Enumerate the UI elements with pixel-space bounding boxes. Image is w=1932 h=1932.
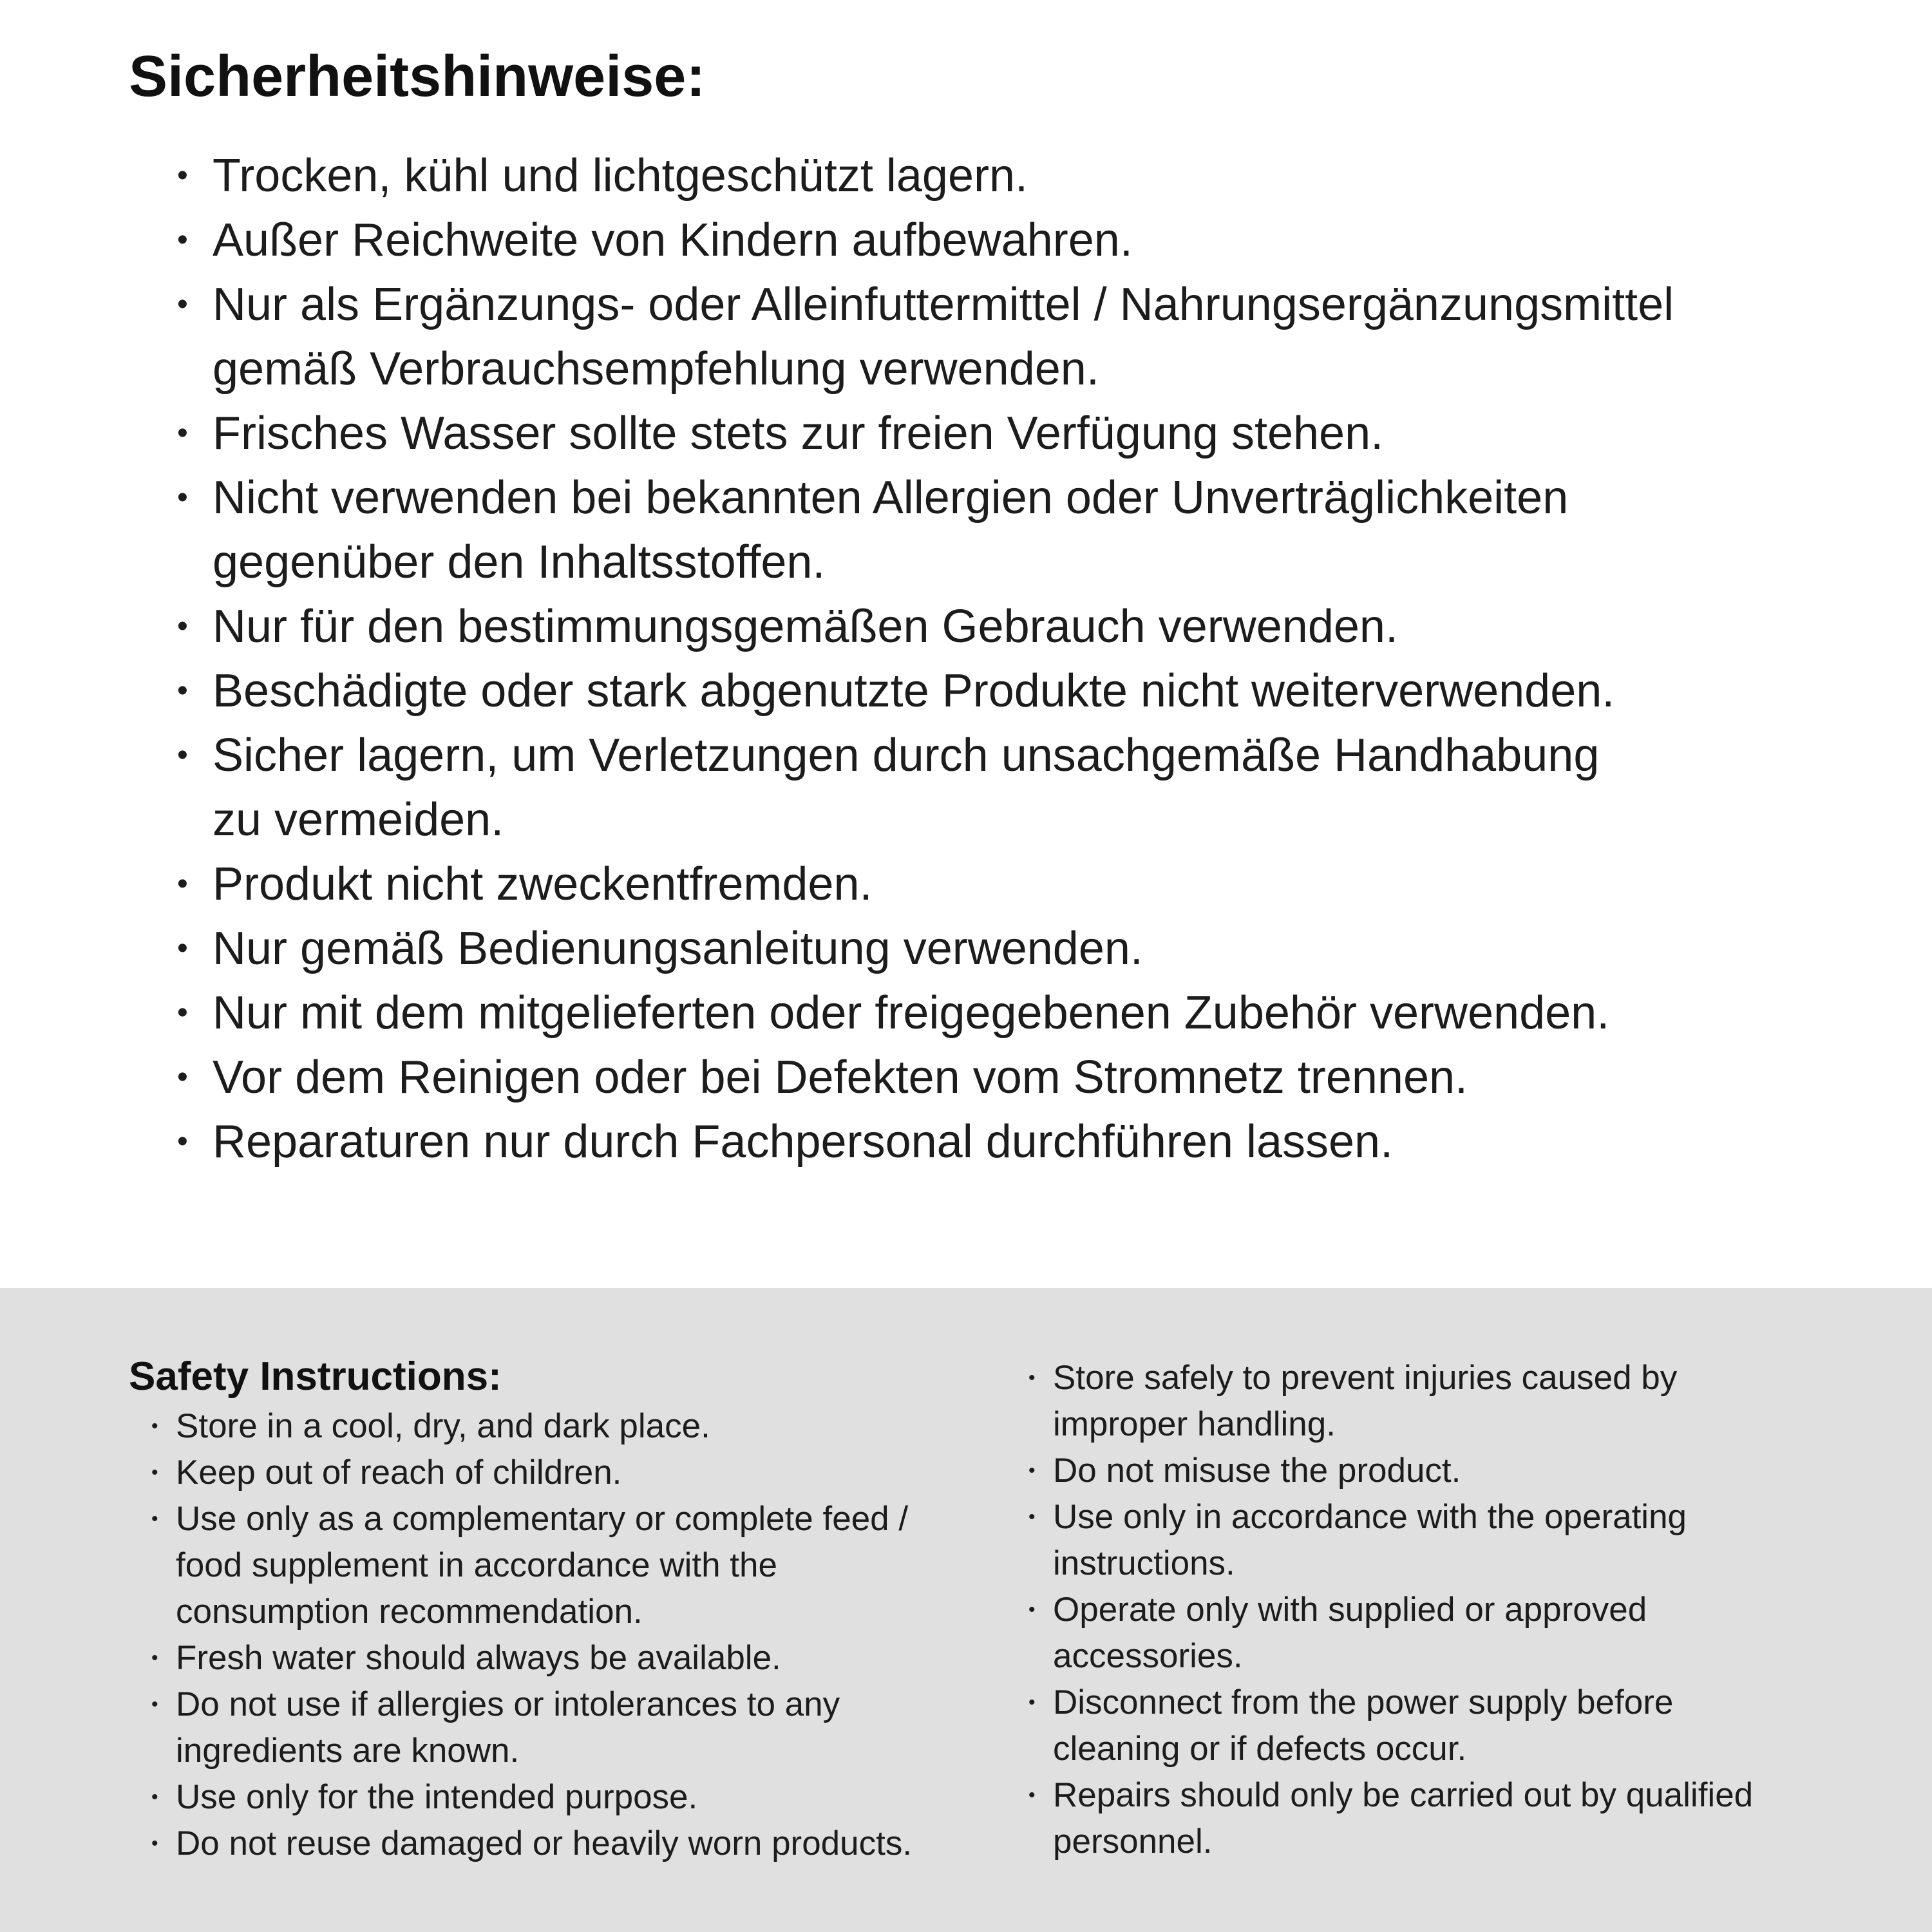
english-safety-item: • Use only for the intended purpose. bbox=[151, 1774, 1008, 1821]
english-safety-item: • Store in a cool, dry, and dark place. bbox=[151, 1403, 1008, 1450]
german-safety-item: • Trocken, kühl und lichtgeschützt lagern. bbox=[177, 144, 1884, 208]
english-section-band bbox=[0, 1288, 1932, 1932]
german-heading: Sicherheitshinweise: bbox=[129, 44, 706, 109]
german-safety-item: • Vor dem Reinigen oder bei Defekten vom Stromnetz trennen. bbox=[177, 1045, 1884, 1110]
german-safety-item: • Reparaturen nur durch Fachpersonal durchführen lassen. bbox=[177, 1110, 1884, 1174]
german-bullet-list bbox=[177, 144, 1884, 1174]
english-safety-item: • Do not reuse damaged or heavily worn products. bbox=[151, 1821, 1008, 1867]
german-safety-item: • Außer Reichweite von Kindern aufbewahren. bbox=[177, 208, 1884, 272]
german-safety-item: • Produkt nicht zweckentfremden. bbox=[177, 852, 1884, 916]
english-safety-item: • Do not use if allergies or intolerances to any ingredients are known. bbox=[151, 1681, 1008, 1774]
english-safety-item: • Store safely to prevent injuries caused by improper handling. bbox=[1028, 1355, 1904, 1448]
english-safety-item: • Fresh water should always be available. bbox=[151, 1635, 1008, 1681]
english-bullet-list-left bbox=[151, 1403, 1008, 1867]
english-safety-item: • Repairs should only be carried out by qualified personnel. bbox=[1028, 1772, 1904, 1865]
english-safety-item: • Use only as a complementary or complete feed / food supplement in accordance with the consumption recommendation. bbox=[151, 1496, 1008, 1635]
german-safety-item: • Beschädigte oder stark abgenutzte Produkte nicht weiterverwenden. bbox=[177, 659, 1884, 723]
german-safety-item: • Nur mit dem mitgelieferten oder freigegebenen Zubehör verwenden. bbox=[177, 981, 1884, 1045]
german-safety-item: • Nur gemäß Bedienungsanleitung verwenden. bbox=[177, 916, 1884, 981]
english-safety-item: • Use only in accordance with the operating instructions. bbox=[1028, 1494, 1904, 1587]
english-safety-item: • Operate only with supplied or approved accessories. bbox=[1028, 1587, 1904, 1680]
german-safety-item: • Nicht verwenden bei bekannten Allergien oder Unverträglichkeiten gegenüber den Inhaltsstoffen. bbox=[177, 466, 1884, 594]
english-safety-item: • Do not misuse the product. bbox=[1028, 1448, 1904, 1494]
german-safety-item: • Nur für den bestimmungsgemäßen Gebrauch verwenden. bbox=[177, 594, 1884, 659]
english-safety-item: • Disconnect from the power supply before cleaning or if defects occur. bbox=[1028, 1680, 1904, 1772]
german-safety-item: • Frisches Wasser sollte stets zur freien Verfügung stehen. bbox=[177, 401, 1884, 466]
german-safety-item: • Sicher lagern, um Verletzungen durch unsachgemäße Handhabung zu vermeiden. bbox=[177, 723, 1884, 852]
english-heading: Safety Instructions: bbox=[129, 1354, 502, 1399]
english-safety-item: • Keep out of reach of children. bbox=[151, 1450, 1008, 1496]
english-bullet-list-right bbox=[1028, 1355, 1904, 1865]
german-safety-item: • Nur als Ergänzungs- oder Alleinfuttermittel / Nahrungsergänzungsmittel gemäß Verbrauchsempfehlung verwenden. bbox=[177, 272, 1884, 401]
